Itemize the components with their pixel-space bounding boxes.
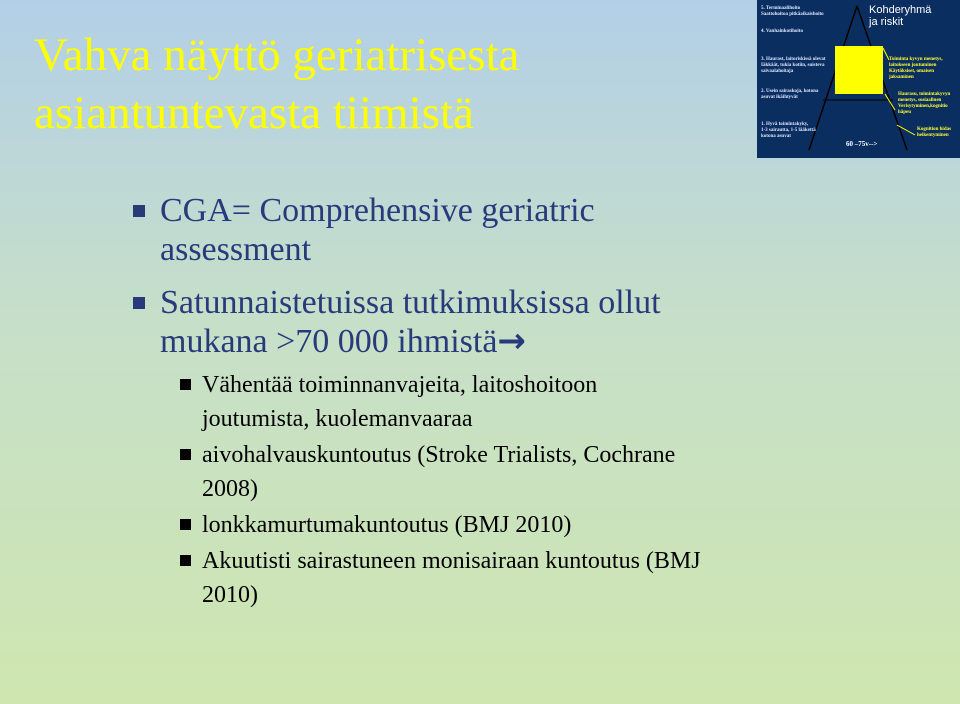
sub-bullet-square <box>180 379 191 390</box>
sub-bullet-hip: lonkkamurtumakuntoutus (BMJ 2010) <box>202 512 572 538</box>
title-line-1: Vahva näyttö geriatrisesta <box>34 29 520 81</box>
level-5: 5. Terminaalihoito Saattohoitoa pitkäaikaishoito <box>761 6 824 17</box>
bullet-square <box>133 205 145 217</box>
sub-bullet-outcomes: Vähentää toiminnanvajeita, laitoshoitoon joutumista, kuolemanvaaraa <box>202 372 598 432</box>
sub-bullet-square <box>180 555 191 566</box>
bullet-cga: CGA= Comprehensive geriatric assessment <box>160 192 595 268</box>
arrow-right-icon: → <box>497 321 526 361</box>
highlight-box <box>835 46 883 94</box>
care-pyramid-inset <box>757 0 960 158</box>
title-line-2: asiantuntevasta tiimistä <box>34 87 474 139</box>
level-2: 2. Usein sairaskoja, kotona asuvat ikäihtyvät <box>761 89 819 100</box>
age-range: 60 –75v--> <box>846 140 878 148</box>
target-group-label: Kohderyhmä ja riskit <box>869 4 932 28</box>
sub-bullet-square <box>180 519 191 530</box>
level-3: 3. Haurast, laitoriskissä olevat Iäkkäät, tukia kotiin, suisteva saivaalahoitaja <box>761 57 826 74</box>
risk-1: Toiminta kyvyn menetys, laitokseen joutuminen Käytöksiset, omaisen jaksaminen <box>889 57 943 80</box>
sub-bullet-square <box>180 449 191 460</box>
risk-2: Haurasu, toimintakyvyn menetys, sosiaalinen Verisytyminen,kognitio häpeu <box>898 92 951 115</box>
level-4: 4. Vanhainkotihoito <box>761 29 803 34</box>
sub-bullet-acute: Akuutisti sairastuneen monisairaan kuntoutus (BMJ 2010) <box>202 548 701 608</box>
risk-3: Kognition hidas heikentyminen <box>917 127 952 138</box>
level-1: 1. Hyvä toimintakyky, 1-3 sairautta, 1-5 lääkettä kotona asuvat <box>761 122 816 139</box>
sub-bullet-stroke: aivohalvauskuntoutus (Stroke Trialists, Cochrane 2008) <box>202 442 676 502</box>
bullet-trials: Satunnaistetuissa tutkimuksissa ollut mukana >70 000 ihmistä→ <box>160 284 661 361</box>
bullet-square <box>133 297 145 309</box>
slide-title <box>34 26 754 142</box>
